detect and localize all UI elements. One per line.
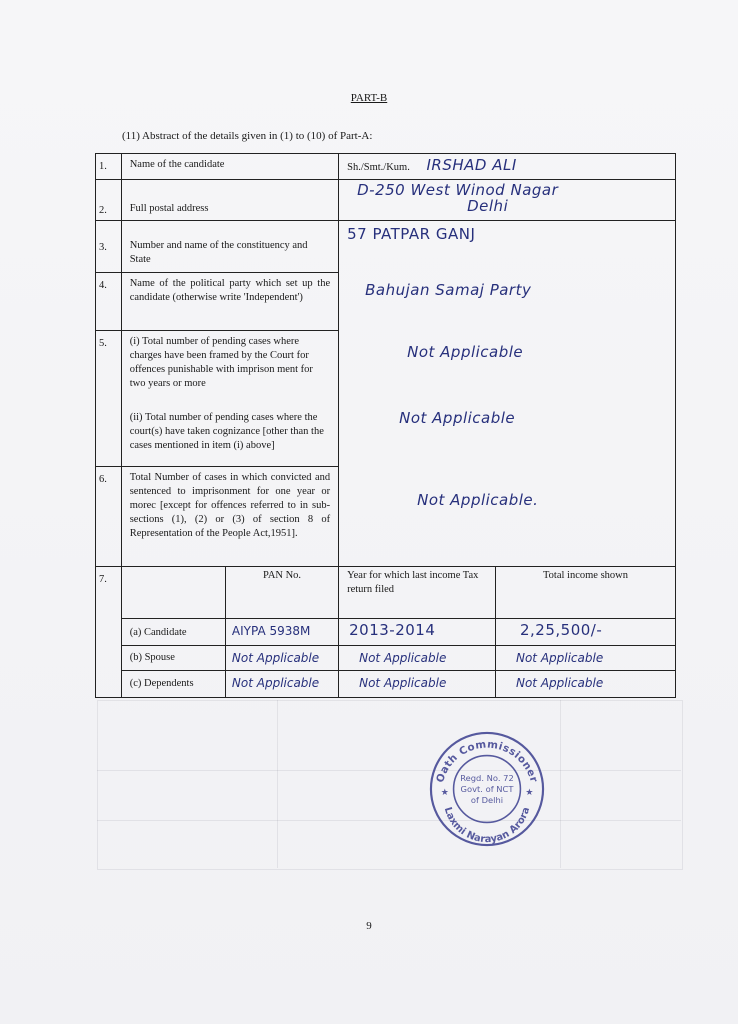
- address-city: Delhi: [467, 197, 509, 215]
- pending-cases-value: Not Applicable: [407, 343, 524, 361]
- table-row: [96, 180, 676, 221]
- bleed-through-line: [277, 700, 278, 868]
- pan-header: PAN No.: [225, 567, 338, 619]
- abstract-table: [95, 153, 676, 698]
- year-header: Year for which last income Tax return filed: [339, 567, 496, 619]
- income-blank-header: [121, 567, 225, 619]
- row-label: Number and name of the constituency and State: [121, 221, 338, 273]
- row-label: Total Number of cases in which convicted and sentenced to imprisonment for one year or morec [except for offences referred to in sub-sections (1), (2) or (3) of section 8 of Representation of the People Act,1951].: [121, 467, 338, 567]
- row-number: 6.: [96, 467, 122, 567]
- row-number: 4.: [96, 273, 122, 331]
- row-number: 2.: [96, 180, 122, 221]
- row-label: (ii) Total number of pending cases where the court(s) have taken cognizance [other than the cases mentioned in item (i) above]: [121, 401, 338, 467]
- income-row: [96, 671, 676, 698]
- bleed-through-line: [97, 820, 681, 821]
- row-number: 1.: [96, 154, 122, 180]
- spouse-year: Not Applicable: [339, 646, 496, 671]
- stamp-name: Laxmi Narayan Arora: [441, 805, 533, 846]
- bleed-through-line: [560, 700, 561, 868]
- dependents-pan: Not Applicable: [225, 671, 338, 698]
- convicted-cases-value: Not Applicable.: [417, 491, 539, 509]
- candidate-pan: AIYPA 5938M: [225, 619, 338, 646]
- stamp-star-icon: ★: [440, 786, 449, 797]
- table-row: [96, 221, 676, 273]
- dependents-year: Not Applicable: [339, 671, 496, 698]
- row-number: 5.: [96, 331, 122, 467]
- stamp-govt: Govt. of NCT: [460, 783, 514, 794]
- stamp-title: Oath Commissioner: [434, 738, 540, 785]
- party-value: Bahujan Samaj Party: [365, 281, 532, 299]
- income-row: [96, 646, 676, 671]
- address-cell: [339, 180, 676, 221]
- row-label: Name of the political party which set up the candidate (otherwise write 'Independent'): [121, 273, 338, 331]
- income-header-row: [96, 567, 676, 619]
- title-prefix: Sh./Smt./Kum.: [347, 162, 410, 173]
- row-label: Name of the candidate: [121, 154, 338, 180]
- row-number: 3.: [96, 221, 122, 273]
- row-label: (i) Total number of pending cases where charges have been framed by the Court for offences punishable with imprison ment for two years or more: [121, 331, 338, 401]
- candidate-income: 2,25,500/-: [495, 619, 675, 646]
- income-row-label: (b) Spouse: [121, 646, 225, 671]
- row-number: 7.: [96, 567, 122, 698]
- total-income-header: Total income shown: [495, 567, 675, 619]
- page-number: 9: [366, 920, 372, 932]
- row-label: Full postal address: [121, 180, 338, 221]
- income-row-label: (c) Dependents: [121, 671, 225, 698]
- spouse-income: Not Applicable: [495, 646, 675, 671]
- spouse-pan: Not Applicable: [225, 646, 338, 671]
- stamp-reg-no: Regd. No. 72: [460, 773, 514, 784]
- dependents-income: Not Applicable: [495, 671, 675, 698]
- candidate-name-cell: [339, 154, 676, 180]
- constituency-value: 57 PATPAR GANJ: [347, 225, 476, 243]
- table-row: [96, 154, 676, 180]
- income-row: [96, 619, 676, 646]
- abstract-intro: (11) Abstract of the details given in (1) to (10) of Part-A:: [122, 130, 373, 142]
- cognizance-cases-value: Not Applicable: [399, 409, 516, 427]
- bleed-through-table: [97, 700, 683, 870]
- candidate-year: 2013-2014: [339, 619, 496, 646]
- part-heading: PART-B: [350, 92, 388, 104]
- stamp-star-icon: ★: [525, 786, 534, 797]
- values-cell: [339, 221, 676, 567]
- income-row-label: (a) Candidate: [121, 619, 225, 646]
- svg-text:Laxmi Narayan Arora: [442, 806, 532, 845]
- bleed-through-line: [97, 770, 681, 771]
- candidate-name: IRSHAD ALI: [426, 156, 517, 174]
- address-line: D-250 West Winod Nagar: [357, 181, 559, 199]
- oath-commissioner-stamp: [428, 730, 546, 848]
- stamp-delhi: of Delhi: [470, 794, 504, 805]
